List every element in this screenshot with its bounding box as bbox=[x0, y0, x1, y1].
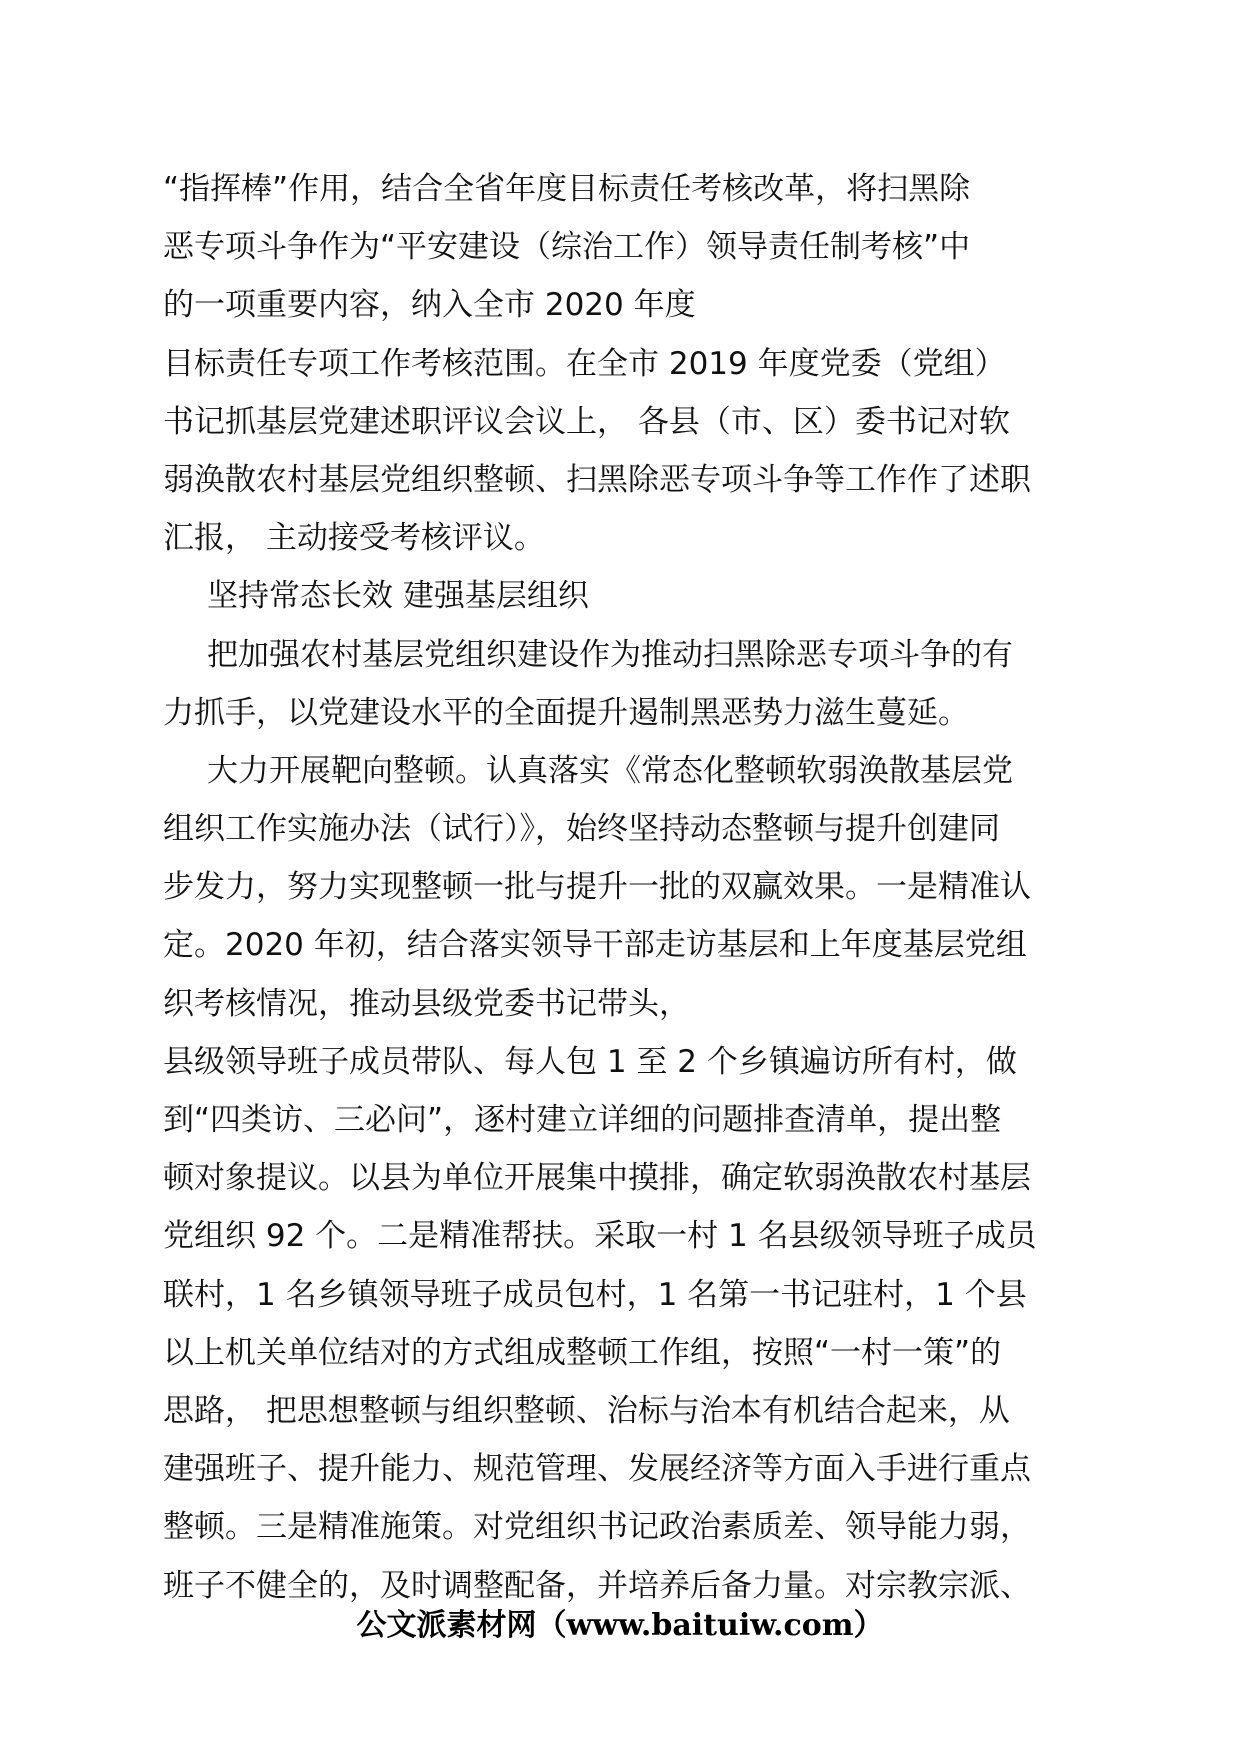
text-line: 恶专项斗争作为“平安建设（综治工作）领导责任制考核”中 bbox=[163, 229, 971, 266]
text-line: 的一项重要内容，纳入全市 2020 年度 bbox=[163, 287, 696, 324]
text-line: 思路， 把思想整顿与组织整顿、治标与治本有机结合起来，从 bbox=[163, 1392, 1010, 1429]
footer-watermark: 公文派素材网（www.baituiw.com） bbox=[356, 1608, 884, 1643]
text-line: 大力开展靶向整顿。认真落实《常态化整顿软弱涣散基层党 bbox=[207, 752, 1013, 789]
text-line: 把加强农村基层党组织建设作为推动扫黑除恶专项斗争的有 bbox=[207, 636, 1013, 673]
text-line: 班子不健全的，及时调整配备，并培养后备力量。对宗教宗派、 bbox=[163, 1567, 1031, 1604]
text-line: 整顿。三是精准施策。对党组织书记政治素质差、领导能力弱， bbox=[163, 1509, 1031, 1546]
text-line: 到“四类访、三必问”，逐村建立详细的问题排查清单，提出整 bbox=[163, 1102, 1002, 1138]
text-line: 步发力，努力实现整顿一批与提升一批的双赢效果。一是精准认 bbox=[163, 869, 1031, 906]
text-line: 县级领导班子成员带队、每人包 1 至 2 个乡镇遍访所有村，做 bbox=[163, 1043, 1017, 1080]
text-line: 定。2020 年初，结合落实领导干部走访基层和上年度基层党组 bbox=[163, 927, 1027, 964]
body-text bbox=[163, 160, 1093, 1615]
text-line: 顿对象提议。以县为单位开展集中摸排，确定软弱涣散农村基层 bbox=[163, 1160, 1031, 1197]
text-line: 书记抓基层党建述职评议会议上， 各县（市、区）委书记对软 bbox=[163, 403, 1010, 440]
text-line: 力抓手，以党建设水平的全面提升遏制黑恶势力滋生蔓延。 bbox=[163, 694, 969, 731]
text-line: 组织工作实施办法（试行）》，始终坚持动态整顿与提升创建同 bbox=[163, 811, 1000, 848]
section-heading: 坚持常态长效 建强基层组织 bbox=[207, 578, 589, 615]
text-line: 织考核情况，推动县级党委书记带头， bbox=[163, 985, 690, 1022]
text-line: 以上机关单位结对的方式组成整顿工作组，按照“一村一策”的 bbox=[163, 1334, 1002, 1371]
text-line: 党组织 92 个。二是精准帮扶。采取一村 1 名县级领导班子成员 bbox=[163, 1218, 1037, 1255]
text-line: 弱涣散农村基层党组织整顿、扫黑除恶专项斗争等工作作了述职 bbox=[163, 461, 1031, 498]
text-line: “指挥棒”作用，结合全省年度目标责任考核改革，将扫黑除 bbox=[163, 171, 971, 207]
text-line: 目标责任专项工作考核范围。在全市 2019 年度党委（党组） bbox=[163, 345, 1006, 382]
text-line: 联村，1 名乡镇领导班子成员包村，1 名第一书记驻村，1 个县 bbox=[163, 1276, 1027, 1313]
text-line: 建强班子、提升能力、规范管理、发展经济等方面入手进行重点 bbox=[163, 1451, 1031, 1488]
text-line: 汇报， 主动接受考核评议。 bbox=[163, 520, 545, 557]
